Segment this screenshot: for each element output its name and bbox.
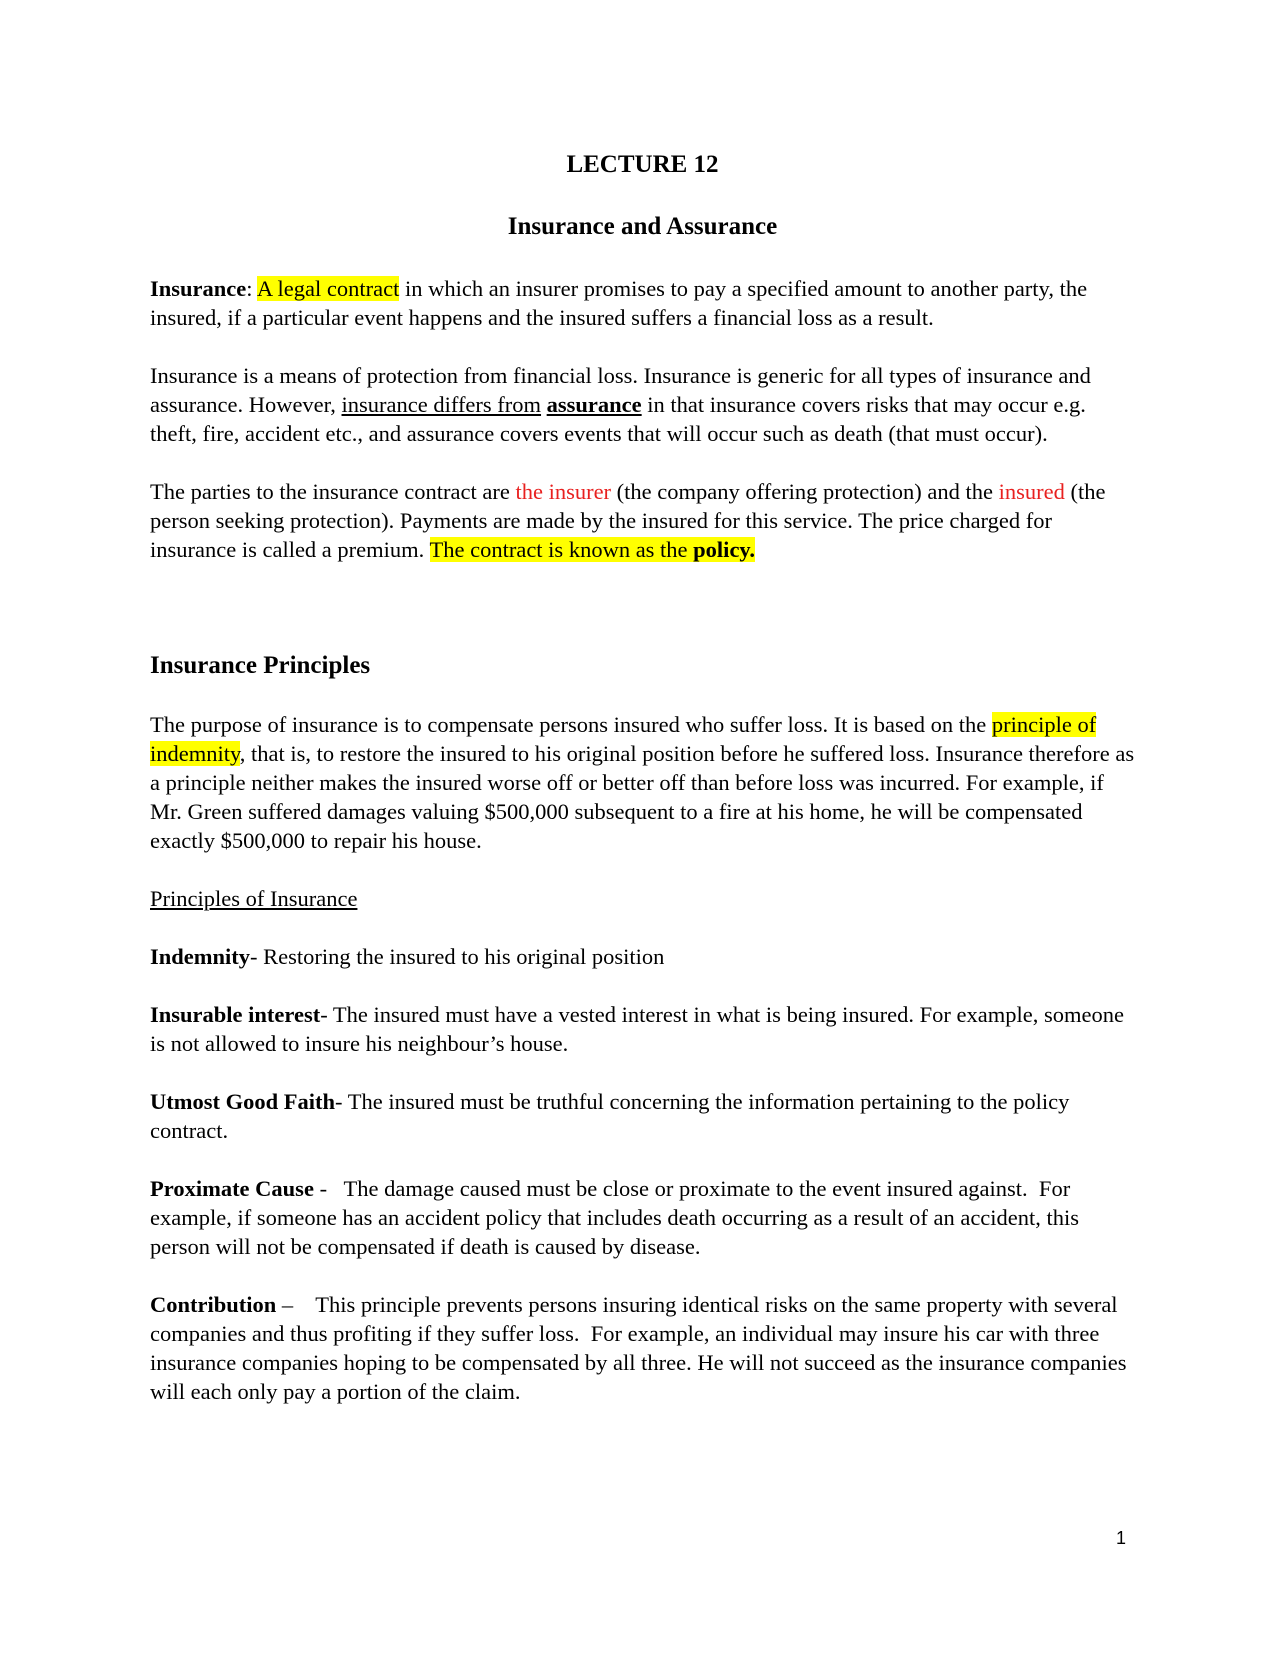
parties-paragraph xyxy=(150,477,1135,564)
page-content xyxy=(150,148,1135,1435)
definition-text: in which an insurer promises to pay a specified amount to another party, the insured, if a particular event happens and the insured suffers a financial loss as a result. xyxy=(150,276,1088,330)
definition-paragraph xyxy=(150,274,1135,332)
purpose-paragraph xyxy=(150,710,1135,855)
principle-term: Insurable interest xyxy=(150,1002,321,1027)
insured-term: insured xyxy=(998,479,1065,504)
paragraph-text: (the person seeking protection). Payments are made by the insured for this service. The price charged for insurance is called a premium. xyxy=(150,479,1106,562)
lecture-subtitle: Insurance and Assurance xyxy=(507,213,778,240)
paragraph-text: , that is, to restore the insured to his original position before he suffered loss. Insurance therefore as a principle neither makes the insured worse off or better off than before loss was incurred. For example, if Mr. Green suffered damages valuing $500,000 subsequent to a fire at his home, he will be compensated exactly $500,000 to repair his house. xyxy=(150,741,1135,853)
policy-term: policy. xyxy=(693,537,756,562)
principle-term: Proximate Cause xyxy=(150,1176,314,1201)
insurance-vs-assurance-paragraph xyxy=(150,361,1135,448)
principle-desc: - The insured must be truthful concerning the information pertaining to the policy contract. xyxy=(150,1089,1070,1143)
principle-indemnity xyxy=(150,942,1135,971)
principle-desc: – This principle prevents persons insuring identical risks on the same property with several companies and thus profiting if they suffer loss. For example, an individual may insure his car with three insurance companies hoping to be compensated by all three. He will not succeed as the insurance companies will each only pay a portion of the claim. xyxy=(150,1292,1133,1404)
principle-proximate-cause xyxy=(150,1174,1135,1261)
paragraph-text: The purpose of insurance is to compensate persons insured who suffer loss. It is based on the xyxy=(150,712,992,737)
principle-term: Contribution xyxy=(150,1292,277,1317)
paragraph-text: Insurance is a means of protection from financial loss. Insurance is generic for all types of insurance and assurance. However, xyxy=(150,363,1091,417)
policy-highlight-text: The contract is known as the xyxy=(429,537,694,562)
indemnity-highlight: principle of indemnity xyxy=(150,712,1097,766)
paragraph-text: The parties to the insurance contract are xyxy=(150,479,516,504)
paragraph-text: in that insurance covers risks that may occur e.g. theft, fire, accident etc., and assurance covers events that will occur such as death (that must occur). xyxy=(150,392,1086,446)
paragraph-text: (the company offering protection) and the xyxy=(611,479,999,504)
principle-utmost-good-faith xyxy=(150,1087,1135,1145)
lecture-title: LECTURE 12 xyxy=(566,151,719,178)
principle-term: Utmost Good Faith xyxy=(150,1089,335,1114)
principle-term: Indemnity xyxy=(150,944,251,969)
definition-colon: : xyxy=(246,276,257,301)
insurer-term: the insurer xyxy=(515,479,612,504)
principle-insurable-interest xyxy=(150,1000,1135,1058)
underlined-phrase: insurance differs from xyxy=(341,392,542,417)
definition-term: Insurance xyxy=(150,276,247,301)
definition-highlight: A legal contract xyxy=(256,276,400,301)
principle-desc: - Restoring the insured to his original position xyxy=(250,944,665,969)
page-number: 1 xyxy=(1116,1528,1127,1548)
section-spacer xyxy=(150,593,1135,651)
section-heading: Insurance Principles xyxy=(150,652,371,679)
policy-highlight xyxy=(430,537,756,562)
principle-desc: - The insured must have a vested interest in what is being insured. For example, someone is not allowed to insure his neighbour’s house. xyxy=(150,1002,1124,1056)
principle-contribution xyxy=(150,1290,1135,1406)
assurance-term: assurance xyxy=(546,392,642,417)
principles-subheading: Principles of Insurance xyxy=(150,886,358,911)
principle-desc: - The damage caused must be close or proximate to the event insured against. For example, if someone has an accident policy that includes death occurring as a result of an accident, this person will not be compensated if death is caused by disease. xyxy=(150,1176,1085,1259)
